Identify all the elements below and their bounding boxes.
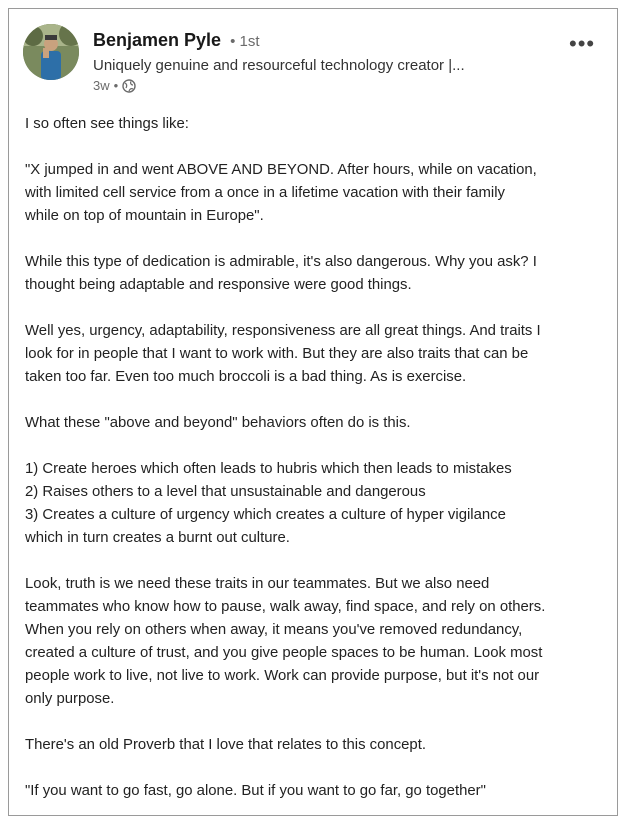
list-item: 3) Creates a culture of urgency which creates a culture of hyper vigilance bbox=[25, 507, 506, 523]
post-line: while on top of mountain in Europe". bbox=[25, 208, 264, 224]
author-name[interactable] bbox=[93, 30, 260, 51]
connection-degree: • 1st bbox=[230, 33, 260, 50]
post-card bbox=[8, 8, 618, 816]
post-paragraph: There's an old Proverb that I love that relates to this concept. bbox=[25, 737, 426, 753]
post-line: thought being adaptable and responsive were good things. bbox=[25, 277, 412, 293]
post-line: While this type of dedication is admirable, it's also dangerous. Why you ask? I bbox=[25, 254, 537, 270]
author-headline: Uniquely genuine and resourceful technology creator |... bbox=[93, 57, 465, 74]
post-paragraph: I so often see things like: bbox=[25, 116, 189, 132]
post-line: Look, truth is we need these traits in our teammates. But we also need bbox=[25, 576, 490, 592]
globe-icon bbox=[122, 79, 136, 93]
author-name-text[interactable]: Benjamen Pyle bbox=[93, 30, 222, 50]
post-line: with limited cell service from a once in a lifetime vacation with their family bbox=[25, 185, 505, 201]
post-line: When you rely on others when away, it means you've removed redundancy, bbox=[25, 622, 523, 638]
post-meta bbox=[93, 78, 136, 93]
more-icon[interactable]: ••• bbox=[569, 31, 596, 56]
post-line: only purpose. bbox=[25, 691, 115, 707]
post-line: "X jumped in and went ABOVE AND BEYOND. After hours, while on vacation, bbox=[25, 162, 537, 178]
post-line: teammates who know how to pause, walk away, find space, and rely on others. bbox=[25, 599, 546, 615]
avatar[interactable] bbox=[23, 24, 79, 80]
list-item: 2) Raises others to a level that unsustainable and dangerous bbox=[25, 484, 426, 500]
post-time: 3w bbox=[93, 78, 110, 93]
post-line: Well yes, urgency, adaptability, responsiveness are all great things. And traits I bbox=[25, 323, 541, 339]
post-quote: "If you want to go fast, go alone. But if you want to go far, go together" bbox=[25, 783, 486, 799]
list-item: 1) Create heroes which often leads to hubris which then leads to mistakes bbox=[25, 461, 512, 477]
post-line: look for in people that I want to work with. But they are also traits that can be bbox=[25, 346, 529, 362]
meta-separator: • bbox=[113, 78, 119, 93]
list-item: which in turn creates a burnt out culture. bbox=[25, 530, 290, 546]
post-paragraph: What these "above and beyond" behaviors often do is this. bbox=[25, 415, 411, 431]
avatar-photo bbox=[23, 24, 79, 80]
post-line: taken too far. Even too much broccoli is a bad thing. As is exercise. bbox=[25, 369, 467, 385]
post-line: created a culture of trust, and you give people spaces to be human. Look most bbox=[25, 645, 543, 661]
post-line: people work to live, not live to work. Work can provide purpose, but it's not our bbox=[25, 668, 540, 684]
post-body bbox=[25, 113, 609, 803]
